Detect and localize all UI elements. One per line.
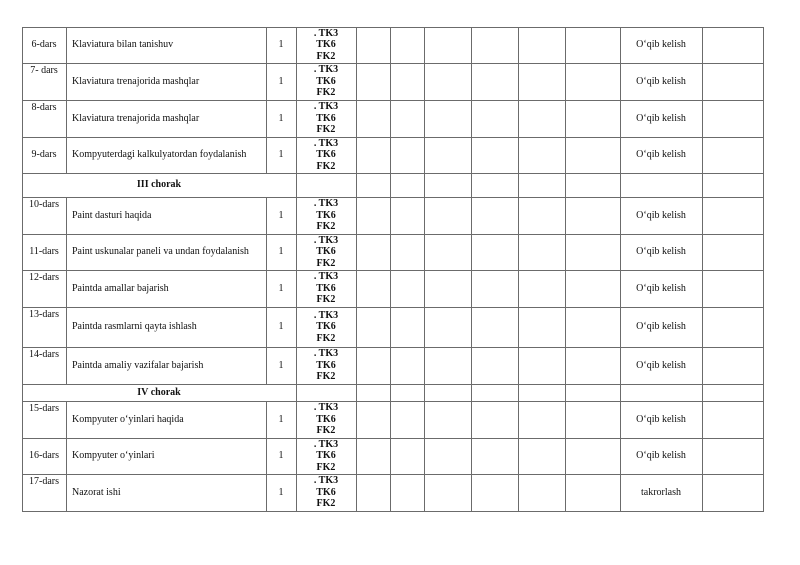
column-rule — [424, 401, 425, 439]
competency-code: TK6 — [316, 321, 336, 333]
column-rule — [702, 100, 703, 138]
column-rule — [565, 474, 566, 512]
lesson-title: Kompyuterdagi kalkulyatordan foydalanish — [72, 149, 247, 160]
competency-code: . TK3 — [313, 402, 339, 414]
column-rule — [763, 347, 764, 385]
lesson-hours: 1 — [278, 149, 284, 160]
column-rule — [66, 100, 67, 138]
column-rule — [356, 173, 357, 198]
column-rule — [763, 27, 764, 64]
competency-codes — [296, 235, 356, 270]
column-rule — [356, 270, 357, 308]
column-rule — [424, 63, 425, 101]
competency-code: . TK3 — [313, 309, 339, 321]
column-rule — [66, 197, 67, 235]
column-rule — [471, 384, 472, 402]
column-rule — [424, 234, 425, 271]
lesson-hours: 1 — [278, 112, 284, 124]
lesson-hours: 1 — [278, 486, 284, 498]
row-rule — [22, 384, 764, 385]
column-rule — [471, 197, 472, 235]
column-rule — [518, 384, 519, 402]
column-rule — [66, 307, 67, 348]
column-rule — [763, 100, 764, 138]
column-rule — [763, 384, 764, 402]
lesson-number: 15-dars — [29, 403, 59, 414]
competency-code: FK2 — [316, 425, 336, 437]
competency-code: FK2 — [316, 124, 336, 136]
column-rule — [518, 474, 519, 512]
column-rule — [518, 63, 519, 101]
column-rule — [424, 137, 425, 174]
column-rule — [620, 173, 621, 198]
column-rule — [66, 474, 67, 512]
lesson-number: 10-dars — [29, 199, 59, 210]
row-rule — [22, 270, 764, 271]
column-rule — [390, 234, 391, 271]
column-rule — [356, 401, 357, 439]
lesson-title: Nazorat ishi — [72, 486, 121, 498]
competency-code: . TK3 — [313, 438, 339, 450]
lesson-hours: 1 — [278, 39, 284, 50]
lesson-title: Klaviatura trenajorida mashqlar — [72, 112, 200, 124]
column-rule — [565, 27, 566, 64]
competency-codes — [296, 198, 356, 233]
column-rule — [565, 401, 566, 439]
column-rule — [702, 438, 703, 475]
competency-code: FK2 — [316, 50, 336, 62]
lesson-number: 8-dars — [31, 102, 57, 113]
column-rule — [763, 137, 764, 174]
row-rule — [22, 347, 764, 348]
competency-code: TK6 — [316, 450, 336, 462]
competency-codes — [296, 475, 356, 510]
column-rule — [390, 347, 391, 385]
column-rule — [424, 173, 425, 198]
column-rule — [702, 474, 703, 512]
column-rule — [565, 270, 566, 308]
competency-code: FK2 — [316, 221, 336, 233]
column-rule — [424, 270, 425, 308]
lesson-number: 11-dars — [29, 246, 59, 257]
lesson-title: Klaviatura trenajorida mashqlar — [72, 75, 200, 87]
lesson-number: 9-dars — [31, 149, 57, 160]
column-rule — [565, 234, 566, 271]
column-rule — [424, 474, 425, 512]
competency-codes — [296, 101, 356, 136]
homework-note: takrorlash — [641, 486, 681, 498]
column-rule — [471, 270, 472, 308]
column-rule — [565, 100, 566, 138]
column-rule — [518, 347, 519, 385]
column-rule — [66, 137, 67, 174]
competency-codes — [296, 28, 356, 63]
column-rule — [518, 438, 519, 475]
column-rule — [66, 270, 67, 308]
homework-note: O‘qib kelish — [636, 321, 686, 332]
competency-code: FK2 — [316, 332, 336, 344]
column-rule — [702, 347, 703, 385]
column-rule — [518, 307, 519, 348]
column-rule — [390, 307, 391, 348]
row-rule — [22, 438, 764, 439]
column-rule — [356, 137, 357, 174]
homework-note: O‘qib kelish — [636, 413, 686, 425]
column-rule — [763, 438, 764, 475]
competency-code: FK2 — [316, 257, 336, 269]
column-rule — [518, 173, 519, 198]
competency-code: . TK3 — [313, 234, 339, 246]
competency-codes — [296, 138, 356, 173]
lesson-number: 6-dars — [31, 39, 57, 50]
column-rule — [424, 384, 425, 402]
column-rule — [702, 234, 703, 271]
competency-code: TK6 — [316, 282, 336, 294]
row-rule — [22, 197, 764, 198]
section-heading: IV chorak — [137, 386, 181, 398]
column-rule — [66, 438, 67, 475]
column-rule — [702, 401, 703, 439]
competency-code: TK6 — [316, 209, 336, 221]
column-rule — [518, 27, 519, 64]
column-rule — [702, 384, 703, 402]
row-rule — [22, 401, 764, 402]
competency-code: TK6 — [316, 112, 336, 124]
column-rule — [763, 401, 764, 439]
competency-code: TK6 — [316, 75, 336, 87]
column-rule — [390, 401, 391, 439]
homework-note: O‘qib kelish — [636, 149, 686, 160]
lesson-number: 13-dars — [29, 309, 59, 320]
column-rule — [356, 474, 357, 512]
column-rule — [702, 307, 703, 348]
row-rule — [22, 100, 764, 101]
competency-code: . TK3 — [313, 101, 339, 113]
column-rule — [702, 63, 703, 101]
lesson-title: Paintda rasmlarni qayta ishlash — [72, 321, 197, 332]
column-rule — [565, 347, 566, 385]
column-rule — [471, 137, 472, 174]
competency-codes — [296, 310, 356, 345]
lesson-hours: 1 — [278, 413, 284, 425]
lesson-number: 7- dars — [30, 65, 58, 76]
column-rule — [66, 234, 67, 271]
lesson-title: Paintda amaliy vazifalar bajarish — [72, 359, 204, 371]
competency-code: . TK3 — [313, 348, 339, 360]
lesson-title: Paint uskunalar paneli va undan foydalanish — [72, 246, 249, 257]
column-rule — [471, 63, 472, 101]
row-rule — [22, 511, 764, 512]
lesson-title: Paintda amallar bajarish — [72, 282, 169, 294]
column-rule — [424, 347, 425, 385]
column-rule — [565, 63, 566, 101]
column-rule — [518, 234, 519, 271]
column-rule — [471, 474, 472, 512]
column-rule — [390, 270, 391, 308]
column-rule — [471, 234, 472, 271]
column-rule — [424, 307, 425, 348]
lesson-number: 16-dars — [29, 450, 59, 461]
column-rule — [518, 270, 519, 308]
column-rule — [565, 173, 566, 198]
column-rule — [702, 270, 703, 308]
column-rule — [356, 100, 357, 138]
column-rule — [518, 100, 519, 138]
column-rule — [471, 100, 472, 138]
competency-code: FK2 — [316, 498, 336, 510]
column-rule — [66, 347, 67, 385]
column-rule — [66, 27, 67, 64]
homework-note: O‘qib kelish — [636, 209, 686, 221]
column-rule — [518, 401, 519, 439]
row-rule — [22, 474, 764, 475]
column-rule — [356, 63, 357, 101]
competency-code: FK2 — [316, 371, 336, 383]
homework-note: O‘qib kelish — [636, 112, 686, 124]
competency-code: FK2 — [316, 87, 336, 99]
column-rule — [390, 438, 391, 475]
column-rule — [424, 100, 425, 138]
column-rule — [296, 384, 297, 402]
competency-code: TK6 — [316, 39, 336, 51]
competency-code: . TK3 — [313, 271, 339, 283]
column-rule — [66, 63, 67, 101]
homework-note: O‘qib kelish — [636, 75, 686, 87]
competency-codes — [296, 402, 356, 437]
column-rule — [356, 27, 357, 64]
column-rule — [356, 438, 357, 475]
homework-note: O‘qib kelish — [636, 450, 686, 461]
competency-code: FK2 — [316, 160, 336, 172]
column-rule — [763, 474, 764, 512]
column-rule — [66, 401, 67, 439]
lesson-hours: 1 — [278, 246, 284, 257]
column-rule — [763, 270, 764, 308]
column-rule — [471, 173, 472, 198]
competency-code: TK6 — [316, 149, 336, 161]
column-rule — [356, 347, 357, 385]
lesson-hours: 1 — [278, 282, 284, 294]
lesson-number: 14-dars — [29, 349, 59, 360]
row-rule — [22, 234, 764, 235]
column-rule — [390, 474, 391, 512]
lesson-number: 12-dars — [29, 272, 59, 283]
competency-code: TK6 — [316, 413, 336, 425]
column-rule — [565, 307, 566, 348]
competency-code: . TK3 — [313, 475, 339, 487]
column-rule — [763, 173, 764, 198]
column-rule — [471, 438, 472, 475]
competency-code: . TK3 — [313, 198, 339, 210]
column-rule — [565, 438, 566, 475]
column-rule — [424, 197, 425, 235]
column-rule — [763, 307, 764, 348]
column-rule — [390, 197, 391, 235]
column-rule — [390, 63, 391, 101]
column-rule — [296, 173, 297, 198]
lesson-hours: 1 — [278, 321, 284, 332]
competency-code: TK6 — [316, 486, 336, 498]
column-rule — [518, 137, 519, 174]
column-rule — [702, 197, 703, 235]
column-rule — [356, 307, 357, 348]
section-heading: III chorak — [136, 179, 182, 190]
column-rule — [390, 173, 391, 198]
lesson-hours: 1 — [278, 359, 284, 371]
competency-codes — [296, 64, 356, 99]
column-rule — [390, 137, 391, 174]
homework-note: O‘qib kelish — [636, 246, 686, 257]
row-rule — [22, 27, 764, 28]
column-rule — [565, 384, 566, 402]
homework-note: O‘qib kelish — [636, 282, 686, 294]
column-rule — [356, 384, 357, 402]
row-rule — [22, 63, 764, 64]
column-rule — [424, 438, 425, 475]
competency-code: . TK3 — [313, 27, 339, 39]
competency-code: FK2 — [316, 461, 336, 473]
lesson-title: Paint dasturi haqida — [72, 209, 152, 221]
column-rule — [518, 197, 519, 235]
column-rule — [620, 384, 621, 402]
column-rule — [702, 27, 703, 64]
lesson-hours: 1 — [278, 450, 284, 461]
lesson-hours: 1 — [278, 75, 284, 87]
column-rule — [471, 27, 472, 64]
lesson-hours: 1 — [278, 209, 284, 221]
row-rule — [22, 173, 764, 174]
competency-code: . TK3 — [313, 64, 339, 76]
lesson-title: Klaviatura bilan tanishuv — [72, 39, 174, 50]
competency-codes — [296, 439, 356, 474]
column-rule — [390, 27, 391, 64]
competency-code: FK2 — [316, 294, 336, 306]
lesson-title: Kompyuter o‘yinlari haqida — [72, 413, 184, 425]
column-rule — [763, 234, 764, 271]
competency-code: . TK3 — [313, 137, 339, 149]
lesson-number: 17-dars — [29, 476, 59, 487]
column-rule — [471, 401, 472, 439]
column-rule — [471, 347, 472, 385]
competency-codes — [296, 271, 356, 306]
column-rule — [702, 137, 703, 174]
column-rule — [356, 197, 357, 235]
row-rule — [22, 137, 764, 138]
homework-note: O‘qib kelish — [636, 359, 686, 371]
column-rule — [763, 197, 764, 235]
column-rule — [565, 197, 566, 235]
competency-codes — [296, 348, 356, 383]
row-rule — [22, 307, 764, 308]
column-rule — [702, 173, 703, 198]
lesson-title: Kompyuter o‘yinlari — [72, 450, 155, 461]
column-rule — [356, 234, 357, 271]
homework-note: O‘qib kelish — [636, 39, 686, 50]
column-rule — [390, 384, 391, 402]
column-rule — [471, 307, 472, 348]
column-rule — [390, 100, 391, 138]
competency-code: TK6 — [316, 246, 336, 258]
column-rule — [424, 27, 425, 64]
column-rule — [763, 63, 764, 101]
competency-code: TK6 — [316, 359, 336, 371]
column-rule — [565, 137, 566, 174]
